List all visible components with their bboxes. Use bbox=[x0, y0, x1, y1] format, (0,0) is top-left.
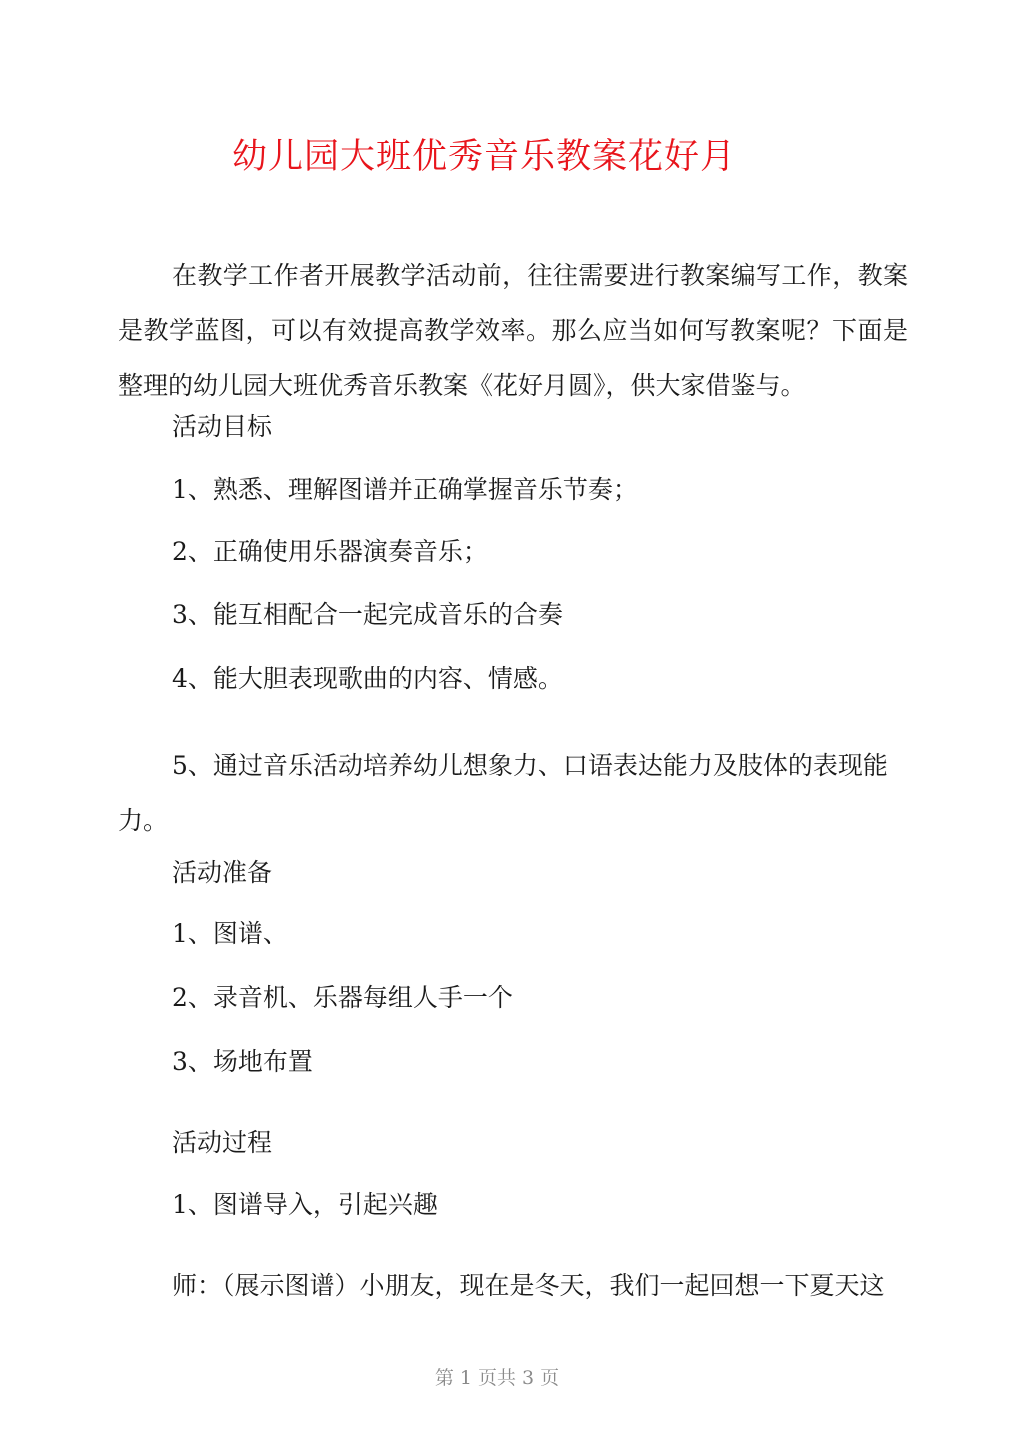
goal-item-1: 1、熟悉、理解图谱并正确掌握音乐节奏； bbox=[172, 475, 638, 504]
intro-paragraph: 在教学工作者开展教学活动前，往往需要进行教案编写工作，教案是教学蓝图，可以有效提高教学效率。那么应当如何写教案呢？下面是整理的幼儿园大班优秀音乐教案《花好月圆》，供大家借鉴与。 bbox=[118, 261, 908, 400]
goal-item-2: 2、正确使用乐器演奏音乐； bbox=[172, 537, 488, 566]
page-number-footer: 第 1 页共 3 页 bbox=[434, 1367, 560, 1389]
prep-item-1: 1、图谱、 bbox=[172, 919, 288, 948]
section-heading-prep: 活动准备 bbox=[172, 858, 273, 887]
goal-item-3: 3、能互相配合一起完成音乐的合奏 bbox=[172, 600, 563, 629]
prep-item-3: 3、场地布置 bbox=[172, 1047, 313, 1076]
goal-item-4: 4、能大胆表现歌曲的内容、情感。 bbox=[172, 664, 563, 693]
goal-item-5: 5、通过音乐活动培养幼儿想象力、口语表达能力及肢体的表现能力。 bbox=[118, 751, 888, 835]
document-title: 幼儿园大班优秀音乐教案花好月 bbox=[231, 137, 736, 177]
section-heading-goals: 活动目标 bbox=[172, 412, 273, 441]
process-dialogue: 师：（展示图谱）小朋友，现在是冬天，我们一起回想一下夏天这 bbox=[172, 1271, 885, 1300]
section-heading-process: 活动过程 bbox=[172, 1128, 273, 1157]
prep-item-2: 2、录音机、乐器每组人手一个 bbox=[172, 983, 513, 1012]
process-item-1: 1、图谱导入，引起兴趣 bbox=[172, 1190, 438, 1219]
